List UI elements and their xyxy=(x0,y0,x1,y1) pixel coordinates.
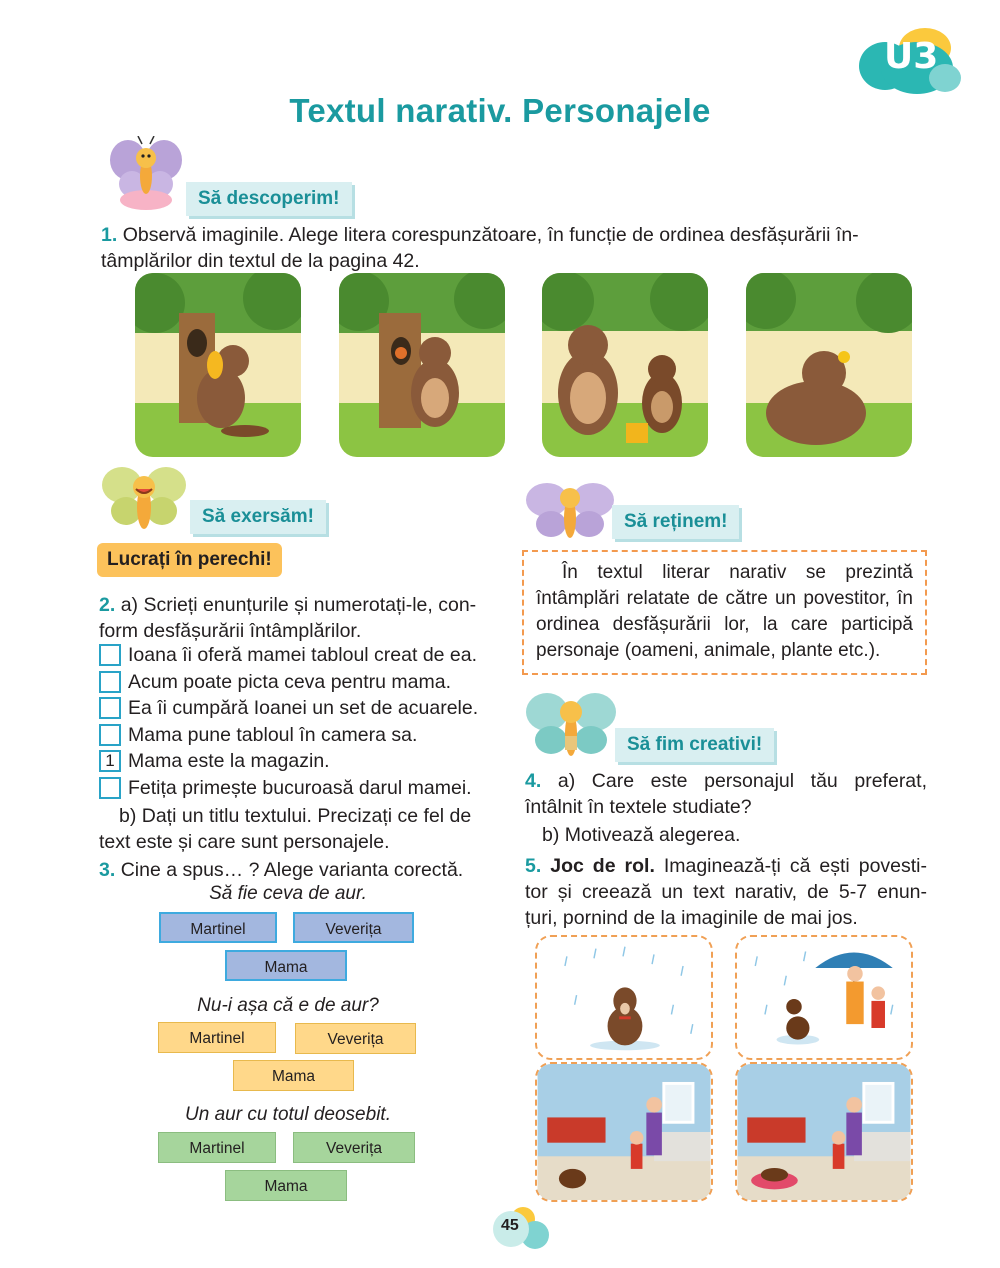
question-4-a-line2: întâlnit în textele studiate? xyxy=(525,796,752,818)
question-4-number: 4. xyxy=(525,770,542,792)
butterfly-teal-icon xyxy=(525,690,617,762)
list-item-text: Ea îi cumpără Ioanei un set de acuarele. xyxy=(128,697,479,720)
list-item xyxy=(99,722,509,749)
question-2-a-line2: form desfășurării întâmplărilor. xyxy=(99,620,362,642)
question-1-text-line1: Observă imaginile. Alege litera corespunzătoare, în funcție de ordinea desfășurării în- xyxy=(122,224,859,246)
question-5-line1: Imaginează-ți că ești povesti- xyxy=(663,855,927,877)
picture-b-bear-squirrel xyxy=(339,273,505,457)
question-2-b-line2: text este și care sunt personajele. xyxy=(99,831,390,853)
option-mama[interactable]: Mama xyxy=(233,1060,354,1091)
list-item xyxy=(99,669,509,696)
question-4-b: b) Motivează alegerea. xyxy=(542,824,741,846)
butterfly-yellow-icon xyxy=(100,463,188,537)
list-item-text: Fetița primește bucuroasă darul mamei. xyxy=(128,776,472,799)
number-box[interactable]: 1 xyxy=(99,750,121,772)
list-item xyxy=(99,748,509,775)
option-veverita[interactable]: Veverița xyxy=(293,912,414,943)
option-martinel[interactable]: Martinel xyxy=(159,912,277,943)
quote-2: Nu-i așa că e de aur? xyxy=(197,995,379,1016)
question-5-bold: Joc de rol. xyxy=(550,855,655,877)
list-item-text: Mama pune tabloul în camera sa. xyxy=(128,723,418,746)
question-5-number: 5. xyxy=(525,855,542,877)
list-item-text: Mama este la magazin. xyxy=(128,750,330,773)
umbrella-family-icon xyxy=(737,937,911,1058)
butterfly-purple-icon xyxy=(108,136,184,214)
question-5-line3: țuri, pornind de la imaginile de mai jos. xyxy=(525,907,858,929)
list-item-text: Ioana îi oferă mamei tabloul creat de ea. xyxy=(128,644,478,667)
quote-3: Un aur cu totul deosebit. xyxy=(185,1104,391,1125)
option-mama[interactable]: Mama xyxy=(225,950,347,981)
question-4 xyxy=(525,768,927,848)
picture-c-two-bears xyxy=(542,273,708,457)
picture-a-bear-honey xyxy=(135,273,301,457)
butterfly-lilac-icon xyxy=(525,480,615,542)
work-in-pairs-label: Lucrați în perechi! xyxy=(97,543,282,577)
page-number: 45 xyxy=(501,1217,519,1234)
question-1 xyxy=(101,222,929,274)
retinem-text: În textul literar narativ se prezintă întâmplări relatate de către un povestitor, în ordinea desfășurării lor, la care participă personaje (oameni, animale, plante etc.). xyxy=(536,562,913,661)
list-item xyxy=(99,695,509,722)
image-dog-rain xyxy=(535,935,713,1060)
option-mama[interactable]: Mama xyxy=(225,1170,347,1201)
question-3-number: 3. xyxy=(99,859,116,881)
unit-badge: U3 xyxy=(884,36,939,77)
number-box[interactable] xyxy=(99,777,121,799)
question-2-b-line1: b) Dați un titlu textului. Precizați ce fel de xyxy=(119,805,472,827)
question-1-number: 1. xyxy=(101,224,118,246)
list-item-text: Acum poate picta ceva pentru mama. xyxy=(128,670,451,693)
number-box[interactable] xyxy=(99,697,121,719)
question-2-a-line1: a) Scrieți enunțurile și numerotați-le, con- xyxy=(120,594,477,616)
quote-1: Să fie ceva de aur. xyxy=(209,883,367,904)
image-livingroom-gift xyxy=(535,1062,713,1202)
option-martinel[interactable]: Martinel xyxy=(158,1132,276,1163)
livingroom-dogbed-icon xyxy=(737,1064,911,1200)
retinem-box xyxy=(522,550,927,675)
option-veverita[interactable]: Veverița xyxy=(293,1132,415,1163)
livingroom-gift-icon xyxy=(537,1064,711,1200)
list-item xyxy=(99,775,509,802)
page-number-decoration xyxy=(487,1205,557,1253)
number-box[interactable] xyxy=(99,671,121,693)
image-livingroom-dog-bed xyxy=(735,1062,913,1202)
option-martinel[interactable]: Martinel xyxy=(158,1022,276,1053)
section-exersam-label: Să exersăm! xyxy=(190,500,326,534)
question-3-text: Cine a spus… ? Alege varianta corectă. xyxy=(120,859,464,881)
list-item xyxy=(99,642,509,669)
question-1-text-line2: tâmplărilor din textul de la pagina 42. xyxy=(101,250,420,272)
question-4-a-line1: a) Care este personajul tău preferat, xyxy=(557,770,927,792)
question-2 xyxy=(99,592,505,644)
question-2-b xyxy=(99,803,509,855)
number-box[interactable] xyxy=(99,644,121,666)
page-title: Textul narativ. Personajele xyxy=(289,92,711,129)
section-descoperim-label: Să descoperim! xyxy=(186,182,352,216)
image-family-umbrella xyxy=(735,935,913,1060)
question-2-items xyxy=(99,642,509,801)
number-box[interactable] xyxy=(99,724,121,746)
option-veverita[interactable]: Veverița xyxy=(295,1023,416,1054)
dog-rain-icon xyxy=(537,937,711,1058)
question-5-line2: tor și creează un text narativ, de 5-7 enun- xyxy=(525,881,927,903)
section-creativi-label: Să fim creativi! xyxy=(615,728,774,762)
section-retinem-label: Să reținem! xyxy=(612,505,739,539)
question-5 xyxy=(525,853,927,931)
picture-d-bear-sitting xyxy=(746,273,912,457)
question-2-number: 2. xyxy=(99,594,116,616)
question-3 xyxy=(99,857,463,883)
